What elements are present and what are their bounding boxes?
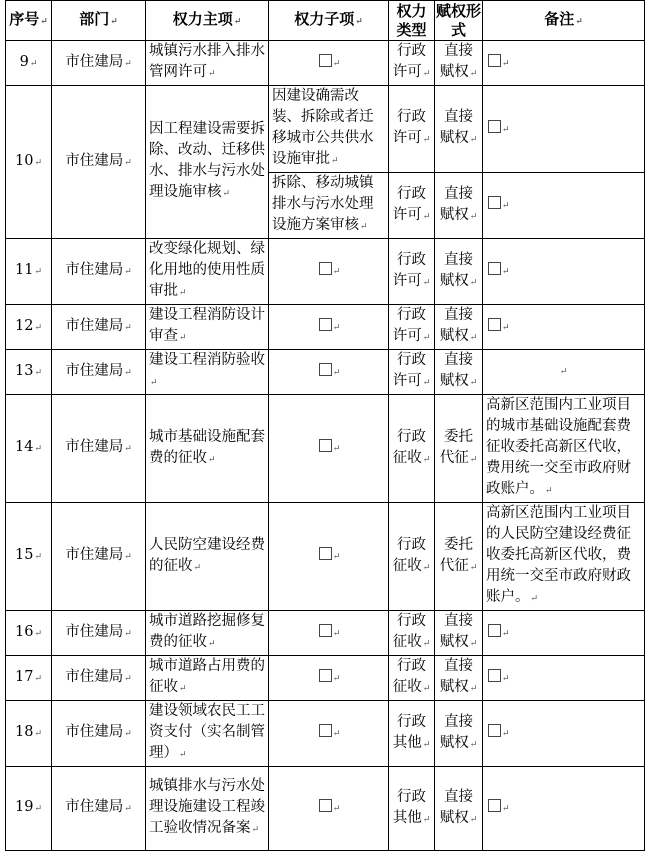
sub-item-cell: ↵	[269, 239, 389, 305]
remark-cell: ↵	[483, 41, 645, 86]
header-dept: 部门 ↵	[52, 1, 146, 41]
checkbox-icon	[319, 318, 332, 331]
table-row	[6, 305, 645, 350]
remark-cell: ↵	[483, 239, 645, 305]
type-cell: 行政征收 ↵	[389, 656, 435, 701]
remark-cell: ↵	[483, 701, 645, 767]
remark-cell: ↵	[483, 656, 645, 701]
mode-cell: 直接赋权 ↵	[435, 701, 483, 767]
checkbox-icon	[319, 439, 332, 452]
table-row	[6, 767, 645, 851]
remark-cell: ↵	[483, 173, 645, 239]
checkbox-icon	[319, 669, 332, 682]
checkbox-icon	[319, 54, 332, 67]
table-row	[6, 86, 645, 173]
type-cell: 行政其他 ↵	[389, 767, 435, 851]
sub-item-cell: ↵	[269, 767, 389, 851]
main-item-cell: 建设工程消防验收 ↵	[146, 350, 269, 395]
type-cell: 行政许可 ↵	[389, 350, 435, 395]
sub-item-cell: ↵	[269, 395, 389, 503]
main-item-cell: 建设工程消防设计审查 ↵	[146, 305, 269, 350]
table-row	[6, 350, 645, 395]
mode-cell: 委托代征 ↵	[435, 503, 483, 611]
seq-cell: 15 ↵	[6, 503, 52, 611]
type-cell: 行政许可 ↵	[389, 86, 435, 173]
mode-cell: 直接赋权 ↵	[435, 86, 483, 173]
dept-cell: 市住建局 ↵	[52, 239, 146, 305]
type-cell: 行政许可 ↵	[389, 239, 435, 305]
table-row	[6, 239, 645, 305]
main-item-cell: 城市基础设施配套费的征收 ↵	[146, 395, 269, 503]
checkbox-icon	[319, 724, 332, 737]
seq-cell: 17 ↵	[6, 656, 52, 701]
main-item-cell: 改变绿化规划、绿化用地的使用性质审批 ↵	[146, 239, 269, 305]
remark-cell: 高新区范围内工业项目的人民防空建设经费征收委托高新区代收，费用统一交至市政府财政账户。 ↵	[483, 503, 645, 611]
type-cell: 行政许可 ↵	[389, 41, 435, 86]
checkbox-icon	[319, 363, 332, 376]
header-main: 权力主项 ↵	[146, 1, 269, 41]
seq-cell: 10 ↵	[6, 86, 52, 239]
main-item-cell: 城镇排水与污水处理设施建设工程竣工验收情况备案 ↵	[146, 767, 269, 851]
remark-cell: 高新区范围内工业项目的城市基础设施配套费征收委托高新区代收，费用统一交至市政府财政账户。 ↵	[483, 395, 645, 503]
table-row	[6, 701, 645, 767]
remark-cell: ↵	[483, 611, 645, 656]
mode-cell: 直接赋权 ↵	[435, 239, 483, 305]
sub-item-cell: ↵	[269, 701, 389, 767]
main-item-cell: 人民防空建设经费的征收 ↵	[146, 503, 269, 611]
table-row	[6, 656, 645, 701]
seq-cell: 13 ↵	[6, 350, 52, 395]
main-item-cell: 城市道路挖掘修复费的征收 ↵	[146, 611, 269, 656]
checkbox-icon	[488, 799, 501, 812]
remark-cell: ↵	[483, 767, 645, 851]
checkbox-icon	[488, 120, 501, 133]
sub-item-cell: ↵	[269, 41, 389, 86]
mode-cell: 直接赋权 ↵	[435, 350, 483, 395]
type-cell: 行政许可 ↵	[389, 173, 435, 239]
header-sub: 权力子项 ↵	[269, 1, 389, 41]
mode-cell: 直接赋权 ↵	[435, 767, 483, 851]
seq-cell: 9 ↵	[6, 41, 52, 86]
checkbox-icon	[319, 547, 332, 560]
table-row	[6, 41, 645, 86]
mode-cell: 直接赋权 ↵	[435, 611, 483, 656]
checkbox-icon	[319, 262, 332, 275]
mode-cell: 直接赋权 ↵	[435, 173, 483, 239]
remark-cell: ↵	[483, 305, 645, 350]
type-cell: 行政征收 ↵	[389, 611, 435, 656]
checkbox-icon	[319, 624, 332, 637]
dept-cell: 市住建局 ↵	[52, 41, 146, 86]
header-row	[6, 1, 645, 41]
dept-cell: 市住建局 ↵	[52, 503, 146, 611]
dept-cell: 市住建局 ↵	[52, 305, 146, 350]
remark-cell: ↵	[483, 86, 645, 173]
seq-cell: 18 ↵	[6, 701, 52, 767]
checkbox-icon	[488, 262, 501, 275]
table-row	[6, 611, 645, 656]
type-cell: 行政其他 ↵	[389, 701, 435, 767]
seq-cell: 16 ↵	[6, 611, 52, 656]
seq-cell: 11 ↵	[6, 239, 52, 305]
mode-cell: 委托代征 ↵	[435, 395, 483, 503]
remark-cell: ↵	[483, 350, 645, 395]
dept-cell: 市住建局 ↵	[52, 611, 146, 656]
dept-cell: 市住建局 ↵	[52, 395, 146, 503]
sub-item-cell: ↵	[269, 656, 389, 701]
sub-item-cell: ↵	[269, 611, 389, 656]
checkbox-icon	[488, 196, 501, 209]
checkbox-icon	[488, 318, 501, 331]
dept-cell: 市住建局 ↵	[52, 350, 146, 395]
table-row	[6, 503, 645, 611]
main-item-cell: 城镇污水排入排水管网许可 ↵	[146, 41, 269, 86]
checkbox-icon	[319, 799, 332, 812]
mode-cell: 直接赋权 ↵	[435, 305, 483, 350]
mode-cell: 直接赋权 ↵	[435, 41, 483, 86]
type-cell: 行政征收 ↵	[389, 503, 435, 611]
sub-item-cell: ↵	[269, 350, 389, 395]
checkbox-icon	[488, 669, 501, 682]
dept-cell: 市住建局 ↵	[52, 656, 146, 701]
seq-cell: 19 ↵	[6, 767, 52, 851]
checkbox-icon	[488, 724, 501, 737]
header-seq: 序号 ↵	[6, 1, 52, 41]
seq-cell: 12 ↵	[6, 305, 52, 350]
dept-cell: 市住建局 ↵	[52, 767, 146, 851]
main-item-cell: 建设领域农民工工资支付（实名制管理） ↵	[146, 701, 269, 767]
seq-cell: 14 ↵	[6, 395, 52, 503]
header-mode: 赋权形式	[436, 1, 482, 39]
power-list-table	[5, 0, 645, 851]
dept-cell: 市住建局 ↵	[52, 701, 146, 767]
sub-item-cell: ↵	[269, 305, 389, 350]
table-row	[6, 395, 645, 503]
type-cell: 行政征收 ↵	[389, 395, 435, 503]
header-type: 权力类型	[389, 1, 435, 41]
main-item-cell: 城市道路占用费的征收 ↵	[146, 656, 269, 701]
header-remark: 备注 ↵	[483, 1, 645, 41]
dept-cell: 市住建局 ↵	[52, 86, 146, 239]
main-item-cell: 因工程建设需要拆除、改动、迁移供水、排水与污水处理设施审核 ↵	[146, 86, 269, 239]
sub-item-cell: 因建设确需改装、拆除或者迁移城市公共供水设施审批 ↵	[269, 86, 389, 173]
mode-cell: 直接赋权 ↵	[435, 656, 483, 701]
sub-item-cell: 拆除、移动城镇排水与污水处理设施方案审核 ↵	[269, 173, 389, 239]
type-cell: 行政许可 ↵	[389, 305, 435, 350]
sub-item-cell: ↵	[269, 503, 389, 611]
checkbox-icon	[488, 624, 501, 637]
checkbox-icon	[488, 54, 501, 67]
